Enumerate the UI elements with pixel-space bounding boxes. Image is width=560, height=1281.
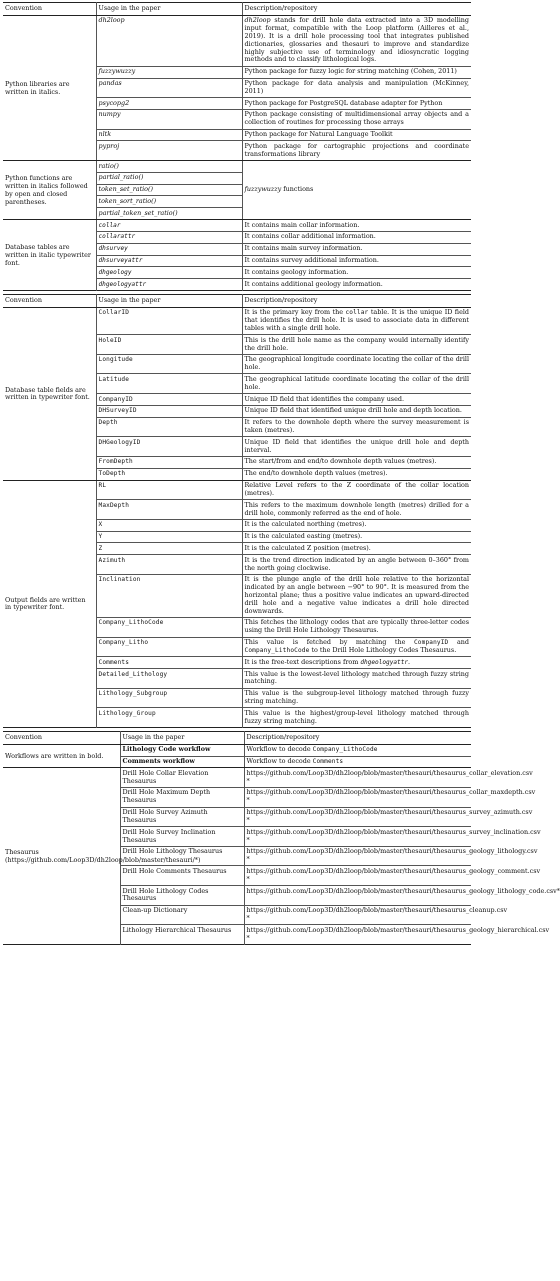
description-text: Python package for Natural Language Toolkit	[244, 130, 393, 139]
thesaurus-name: Drill Hole Lithology Thesaurus	[122, 847, 223, 856]
usage-cell	[96, 417, 242, 437]
conventions-table-3	[3, 731, 560, 945]
description-text: It contains additional geology information.	[244, 279, 383, 288]
table-row	[3, 744, 471, 756]
thesaurus-name: Drill Hole Lithology Codes Thesaurus	[122, 886, 209, 903]
usage-cell	[96, 243, 242, 255]
description-cell	[244, 925, 550, 945]
description-text: .	[408, 657, 411, 666]
description-cell	[242, 231, 471, 243]
description-text: to the Drill Hole Lithology Codes Thesaurus.	[309, 645, 457, 654]
description-cell	[242, 129, 471, 141]
description-text: It contains main collar information.	[244, 220, 360, 229]
usage-cell	[96, 374, 242, 394]
usage-cell	[96, 480, 242, 500]
description-text: It contains geology information.	[244, 267, 349, 276]
description-cell	[242, 574, 471, 617]
table-header-row	[3, 731, 471, 744]
header-convention: Convention	[3, 3, 96, 16]
usage-cell	[96, 208, 242, 220]
usage-cell	[96, 196, 242, 208]
library-name: pandas	[98, 79, 122, 87]
description-cell	[244, 827, 541, 847]
thesaurus-name: Lithology Hierarchical Thesaurus	[122, 925, 232, 934]
description-text: stands for drill hole data extracted into a 3D modelling input format, compatible with the Loop platform (Ailleres et al., 2019). It is a drill hole processing tool that integrates published dictionaries, glossaries and thesauri to improve and standardize highly subjective use of terminology and idiosyncratic logging methods and to classify lithological logs.	[244, 16, 469, 64]
description-text: https://github.com/Loop3D/dh2loop/blob/master/thesauri/thesaurus_survey_inclination.csv *	[246, 827, 541, 844]
usage-cell	[96, 531, 242, 543]
field-name: DHSurveyID	[98, 407, 137, 415]
description-cell	[242, 109, 471, 129]
description-text: It is the primary key from the	[244, 308, 346, 317]
usage-cell	[96, 231, 242, 243]
output-field-name: X	[98, 521, 103, 529]
convention-cell: Workflows are written in bold.	[3, 744, 120, 768]
output-field-name: Detailed_Lithology	[98, 670, 168, 678]
description-emphasis: fuzzywuzzy	[244, 185, 282, 194]
description-cell	[242, 669, 471, 689]
description-text: https://github.com/Loop3D/dh2loop/blob/master/thesauri/thesaurus_geology_lithology_code.csv*	[246, 886, 560, 895]
description-cell	[242, 220, 471, 232]
output-field-name: Azimuth	[98, 556, 126, 564]
description-cell	[242, 15, 471, 66]
usage-cell	[96, 354, 242, 374]
description-cell	[244, 768, 533, 788]
workflow-name: Comments workflow	[122, 757, 195, 765]
description-text: This value is the lowest-level lithology matched through fuzzy string matching.	[244, 669, 469, 686]
description-text: https://github.com/Loop3D/dh2loop/blob/master/thesauri/thesaurus_cleanup.csv *	[246, 906, 508, 922]
description-cell	[244, 905, 508, 925]
usage-cell	[96, 335, 242, 355]
header-usage: Usage in the paper	[120, 731, 244, 744]
description-cell	[242, 417, 471, 437]
description-cell	[242, 468, 471, 480]
field-name: FromDepth	[98, 458, 133, 466]
usage-cell	[96, 437, 242, 457]
python-functions-group	[3, 161, 471, 220]
description-cell	[242, 161, 471, 220]
description-cell	[242, 456, 471, 468]
output-field-name: Y	[98, 533, 103, 541]
function-name: ratio()	[98, 161, 119, 170]
output-field-name: Z	[98, 544, 103, 552]
convention-cell: Output fields are written in typewriter font.	[3, 480, 96, 727]
usage-cell	[96, 657, 242, 669]
usage-cell	[120, 768, 244, 788]
usage-cell	[96, 15, 242, 66]
usage-cell	[120, 866, 244, 886]
usage-cell	[96, 98, 242, 110]
thesaurus-name: Drill Hole Comments Thesaurus	[122, 866, 227, 875]
description-cell	[242, 437, 471, 457]
table-name: dhgeology	[98, 268, 132, 276]
usage-cell	[96, 66, 242, 78]
usage-cell	[96, 109, 242, 129]
description-text: Python package for PostgreSQL database adapter for Python	[244, 98, 443, 107]
description-text: It contains survey additional information.	[244, 256, 379, 264]
header-convention: Convention	[3, 294, 96, 307]
description-cell	[242, 657, 471, 669]
usage-cell	[96, 617, 242, 637]
thesaurus-name: Clean-up Dictionary	[122, 906, 188, 915]
description-cell	[244, 807, 533, 827]
output-field-name: RL	[98, 482, 107, 490]
description-text: This refers to the maximum downhole length (metres) drilled for a drill hole, commonly referred as the end of hole.	[244, 500, 469, 517]
description-cell	[242, 531, 471, 543]
description-cell	[242, 500, 471, 520]
output-field-name: Lithology_Subgroup	[98, 690, 168, 698]
usage-cell	[96, 78, 242, 98]
description-cell	[244, 744, 471, 756]
usage-cell	[96, 688, 242, 708]
table-row	[3, 161, 471, 173]
description-text: This value is fetched by matching the	[244, 638, 414, 647]
conventions-table-1	[3, 2, 471, 291]
description-text: Python package for fuzzy logic for string matching (Cohen, 2011)	[244, 67, 457, 76]
description-text: It contains main survey information.	[244, 244, 363, 253]
thesaurus-group	[3, 768, 560, 945]
usage-cell	[96, 669, 242, 689]
description-cell	[242, 555, 471, 575]
description-text: Unique ID field that identifies the company used.	[244, 394, 404, 403]
usage-cell	[96, 255, 242, 267]
thesaurus-name: Drill Hole Maximum Depth Thesaurus	[122, 788, 211, 805]
library-name: fuzzywuzzy	[98, 67, 136, 76]
description-code: collar	[345, 309, 369, 317]
description-text: It is the free-text descriptions from	[244, 657, 361, 666]
field-name: ToDepth	[98, 470, 126, 478]
description-text: The geographical latitude coordinate locating the collar of the drill hole.	[244, 374, 469, 391]
usage-cell	[96, 574, 242, 617]
description-text: table. It is the unique ID field that identifies the drill hole. It is used to associate data in different tables with a single drill hole.	[244, 308, 469, 332]
description-text: It is the calculated Z position (metres).	[244, 543, 371, 552]
database-tables-group	[3, 220, 471, 291]
output-field-name: MaxDepth	[98, 501, 130, 509]
usage-cell	[96, 394, 242, 406]
usage-cell	[96, 279, 242, 291]
description-cell	[244, 787, 536, 807]
description-text: Python package for data analysis and manipulation (McKinney, 2011)	[244, 79, 469, 95]
usage-cell	[96, 637, 242, 657]
usage-cell	[120, 905, 244, 925]
function-name: token_set_ratio()	[98, 185, 154, 194]
library-name: dh2loop	[98, 16, 125, 25]
description-cell	[242, 335, 471, 355]
header-usage: Usage in the paper	[96, 294, 242, 307]
usage-cell	[96, 141, 242, 161]
description-text: It is the calculated easting (metres).	[244, 532, 363, 541]
usage-cell	[96, 307, 242, 334]
description-cell	[242, 617, 471, 637]
description-cell	[242, 405, 471, 417]
description-cell	[242, 243, 471, 255]
description-text: Unique ID field that identified unique drill hole and depth location.	[244, 406, 462, 415]
description-text: https://github.com/Loop3D/dh2loop/blob/master/thesauri/thesaurus_geology_comment.csv *	[246, 866, 541, 883]
description-text: This value is the highest/group-level lithology matched through fuzzy string matching.	[244, 708, 469, 725]
function-name: partial_ratio()	[98, 173, 144, 182]
description-text: This value is the subgroup-level lithology matched through fuzzy string matching.	[244, 689, 469, 705]
usage-cell	[96, 519, 242, 531]
description-cell	[242, 279, 471, 291]
output-fields-group	[3, 480, 471, 727]
description-cell	[244, 846, 538, 866]
description-cell	[242, 374, 471, 394]
description-text: functions	[281, 185, 314, 194]
description-text: This is the drill hole name as the company would internally identify the drill hole.	[244, 335, 469, 352]
description-text: https://github.com/Loop3D/dh2loop/blob/master/thesauri/thesaurus_collar_maxdepth.csv *	[246, 788, 536, 805]
thesaurus-name: Drill Hole Survey Inclination Thesaurus	[122, 827, 216, 844]
description-cell	[242, 688, 471, 708]
header-description: Description/repository	[242, 294, 471, 307]
description-text: It is the trend direction indicated by an angle between 0–360° from the north going clockwise.	[244, 555, 469, 572]
usage-cell	[96, 543, 242, 555]
description-text: https://github.com/Loop3D/dh2loop/blob/master/thesauri/thesaurus_geology_lithology.csv *	[246, 847, 538, 864]
convention-cell: Python functions are written in italics followed by open and closed parentheses.	[3, 161, 96, 220]
description-table-name: dhgeologyattr	[360, 658, 409, 666]
description-emphasis: dh2loop	[244, 16, 271, 25]
thesaurus-name: Drill Hole Survey Azimuth Thesaurus	[122, 808, 208, 824]
usage-cell	[120, 827, 244, 847]
library-name: pyproj	[98, 141, 120, 150]
description-text: It is the plunge angle of the drill hole relative to the horizontal indicated by an angle between −90° to 90°. It is measured from the horizontal plane; thus a positive value indicates an upward-directed drill hole and a negative value indicates a drill hole directed downwards.	[244, 575, 469, 615]
thesaurus-name: Drill Hole Collar Elevation Thesaurus	[122, 768, 209, 785]
table-name: collar	[98, 221, 121, 229]
field-name: HoleID	[98, 336, 122, 344]
description-cell	[242, 394, 471, 406]
usage-cell	[96, 405, 242, 417]
python-libraries-group	[3, 15, 471, 160]
description-text: It refers to the downhole depth where the survey measurement is taken (metres).	[244, 418, 469, 434]
usage-cell	[96, 129, 242, 141]
function-name: partial_token_set_ratio()	[98, 208, 178, 217]
workflow-name: Lithology Code workflow	[122, 745, 211, 754]
usage-cell	[96, 184, 242, 196]
usage-cell	[120, 807, 244, 827]
description-code: Comments	[312, 758, 344, 765]
field-name: CompanyID	[98, 395, 133, 403]
description-cell	[242, 66, 471, 78]
usage-cell	[96, 161, 242, 173]
description-cell	[242, 543, 471, 555]
field-name: CollarID	[98, 309, 130, 317]
table-row	[3, 768, 471, 788]
description-text: Unique ID field that identifies the unique drill hole and depth interval.	[244, 437, 469, 454]
output-field-name: Comments	[98, 658, 130, 666]
usage-cell	[120, 787, 244, 807]
usage-cell	[120, 744, 244, 756]
usage-cell	[96, 555, 242, 575]
output-field-name: Lithology_Group	[98, 709, 156, 717]
description-text: It is the calculated northing (metres).	[244, 520, 367, 529]
description-text: https://github.com/Loop3D/dh2loop/blob/master/thesauri/thesaurus_survey_azimuth.csv *	[246, 808, 533, 824]
field-name: Longitude	[98, 356, 133, 364]
description-cell	[242, 255, 471, 267]
usage-cell	[96, 500, 242, 520]
description-text: and	[448, 638, 469, 647]
description-text: The end/to downhole depth values (metres).	[244, 469, 388, 478]
table-row	[3, 307, 471, 334]
description-cell	[242, 267, 471, 279]
description-text: The start/from and end/to downhole depth values (metres).	[244, 457, 437, 466]
table-header-row	[3, 3, 471, 16]
description-code: CompanyID	[413, 639, 449, 647]
conventions-table-2	[3, 294, 471, 728]
output-field-name: Company_Litho	[98, 639, 149, 647]
table-name: collarattr	[98, 233, 136, 241]
description-text: Workflow to decode	[246, 757, 313, 765]
description-cell	[242, 519, 471, 531]
library-name: psycopg2	[98, 98, 130, 107]
description-text: It contains collar additional information.	[244, 232, 376, 241]
convention-cell: Thesaurus (https://github.com/Loop3D/dh2loop/blob/master/thesauri/*)	[3, 768, 120, 945]
usage-cell	[96, 456, 242, 468]
description-text: This fetches the lithology codes that are typically three-letter codes using the Drill Hole Lithology Thesaurus.	[244, 618, 469, 635]
field-name: Depth	[98, 419, 118, 427]
field-name: DHGeologyID	[98, 438, 141, 446]
library-name: numpy	[98, 110, 121, 119]
description-text: https://github.com/Loop3D/dh2loop/blob/master/thesauri/thesaurus_collar_elevation.csv *	[246, 768, 533, 785]
usage-cell	[96, 708, 242, 728]
table-name: dhsurvey	[98, 245, 128, 253]
database-fields-group	[3, 307, 471, 480]
usage-cell	[120, 925, 244, 945]
output-field-name: Inclination	[98, 576, 141, 584]
description-cell	[242, 480, 471, 500]
description-cell	[242, 637, 471, 657]
description-cell	[244, 756, 471, 768]
header-description: Description/repository	[242, 3, 471, 16]
header-description: Description/repository	[244, 731, 471, 744]
description-code: Company_LithoCode	[312, 746, 378, 754]
convention-cell: Database tables are written in italic typewriter font.	[3, 220, 96, 291]
usage-cell	[96, 267, 242, 279]
description-cell	[242, 307, 471, 334]
description-text: Workflow to decode	[246, 745, 313, 754]
convention-cell: Python libraries are written in italics.	[3, 15, 96, 160]
table-name: dhgeologyattr	[98, 280, 147, 288]
table-row	[3, 220, 471, 232]
header-convention: Convention	[3, 731, 120, 744]
description-cell	[242, 98, 471, 110]
usage-cell	[120, 756, 244, 768]
function-name: token_sort_ratio()	[98, 196, 157, 205]
field-name: Latitude	[98, 375, 130, 383]
description-cell	[242, 78, 471, 98]
description-text: The geographical longitude coordinate locating the collar of the drill hole.	[244, 355, 469, 372]
header-usage: Usage in the paper	[96, 3, 242, 16]
description-text: Relative Level refers to the Z coordinate of the collar location (metres).	[244, 481, 469, 497]
description-text: Python package consisting of multidimensional array objects and a collection of routines for processing those arrays	[244, 110, 469, 127]
description-cell	[244, 866, 541, 886]
description-text: https://github.com/Loop3D/dh2loop/blob/master/thesauri/thesaurus_geology_hierarchical.csv *	[246, 925, 550, 942]
library-name: nltk	[98, 130, 112, 139]
usage-cell	[120, 886, 244, 906]
workflows-group	[3, 744, 471, 768]
usage-cell	[96, 220, 242, 232]
table-row	[3, 480, 471, 500]
description-cell	[242, 354, 471, 374]
usage-cell	[96, 468, 242, 480]
table-row	[3, 15, 471, 66]
description-cell	[242, 141, 471, 161]
output-field-name: Company_LithoCode	[98, 619, 164, 627]
table-name: dhsurveyattr	[98, 257, 143, 264]
description-cell	[242, 708, 471, 728]
table-header-row	[3, 294, 471, 307]
usage-cell	[96, 172, 242, 184]
convention-cell: Database table fields are written in typewriter font.	[3, 307, 96, 480]
description-text: Python package for cartographic projections and coordinate transformations library	[244, 141, 469, 158]
description-cell	[244, 886, 560, 906]
description-code: Company_LithoCode	[244, 646, 310, 654]
